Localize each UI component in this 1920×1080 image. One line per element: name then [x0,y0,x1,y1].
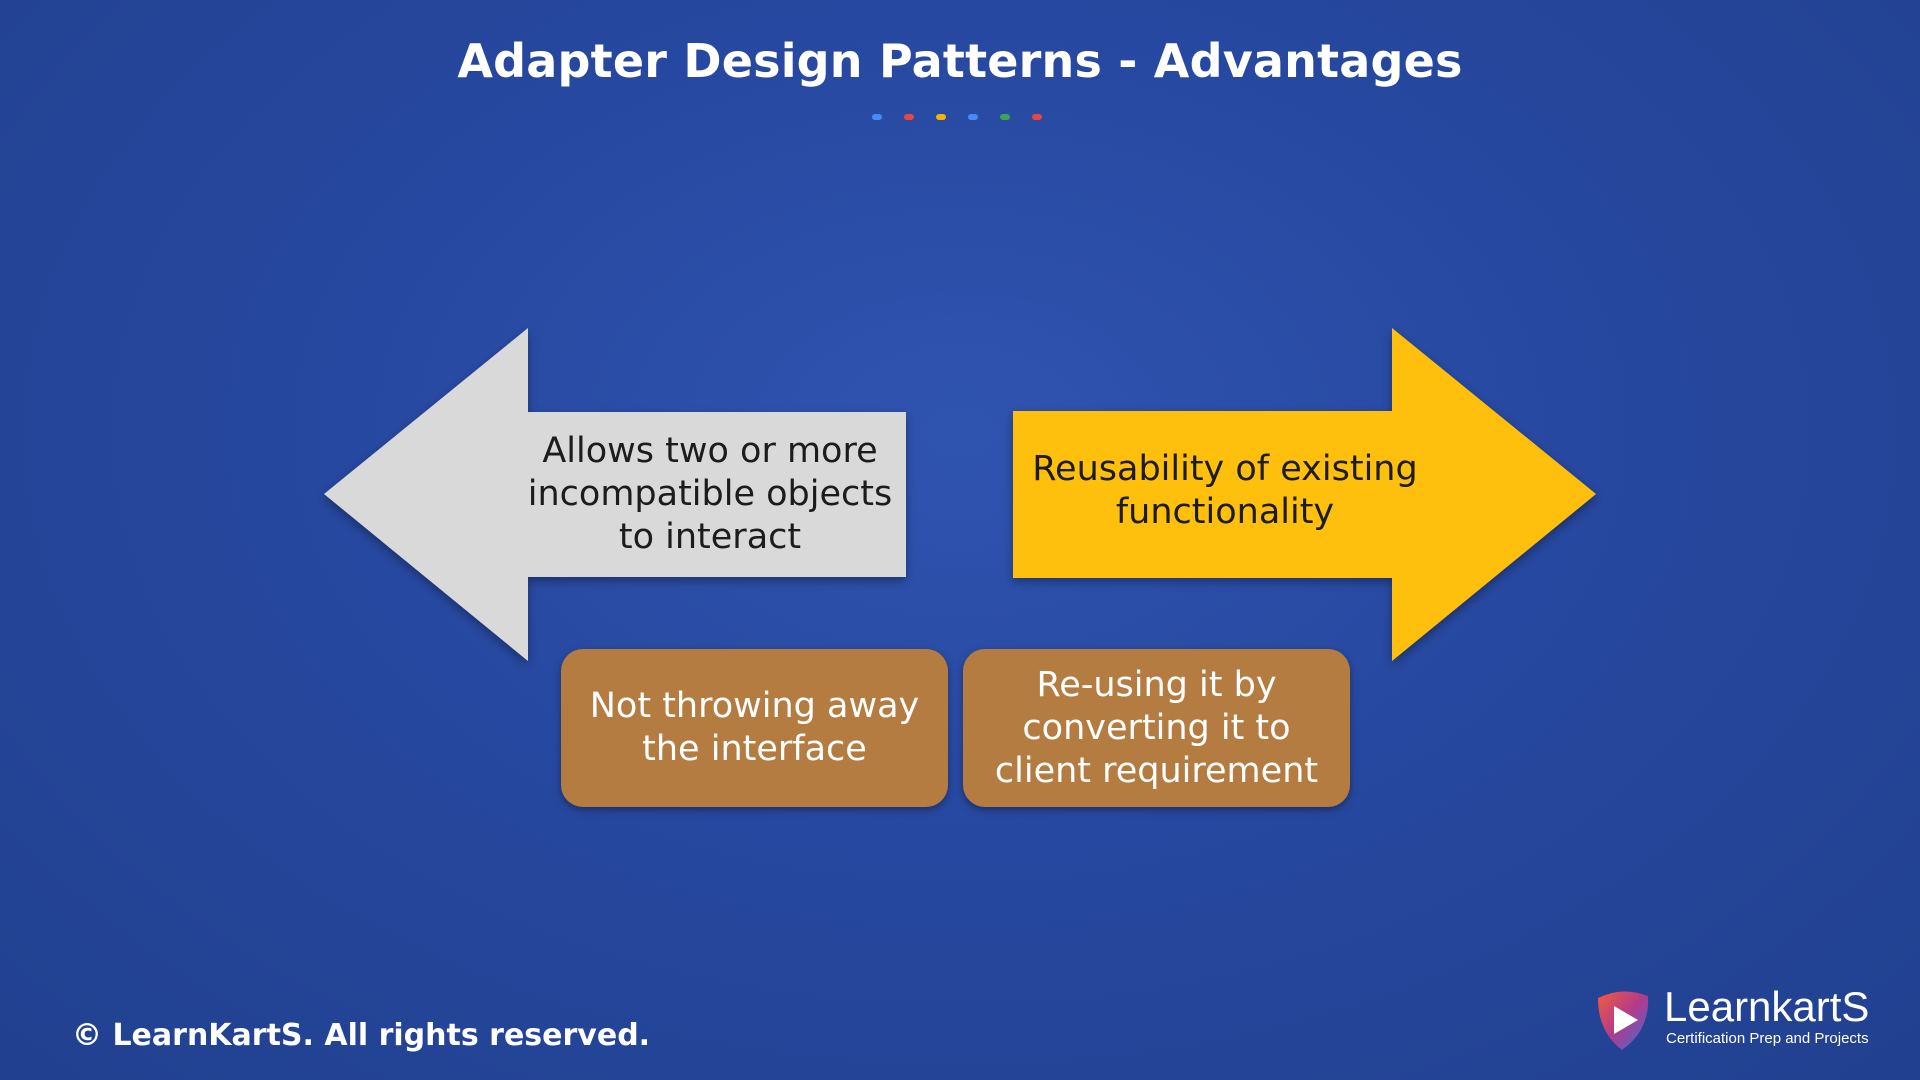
right-arrow-text: Reusability of existing functionality [1032,449,1418,532]
advantage-box-text: Re-using it by converting it to client requirement [994,664,1319,791]
logo-wordmark: LearnkartS [1664,983,1870,1030]
advantage-box-interface [561,649,948,807]
advantage-box-reuse [963,649,1350,807]
copyright-notice: © LearnKartS. All rights reserved. [72,1018,651,1053]
advantage-box-text: Not throwing away the interface [589,686,920,769]
logo-shield-icon [1592,988,1656,1054]
slide-title: Adapter Design Patterns - Advantages [457,34,1463,88]
logo-tagline: Certification Prep and Projects [1666,1030,1869,1047]
left-arrow-text: Allows two or more incompatible objects to interact [527,431,893,557]
learnkarts-logo [1592,984,1892,1054]
